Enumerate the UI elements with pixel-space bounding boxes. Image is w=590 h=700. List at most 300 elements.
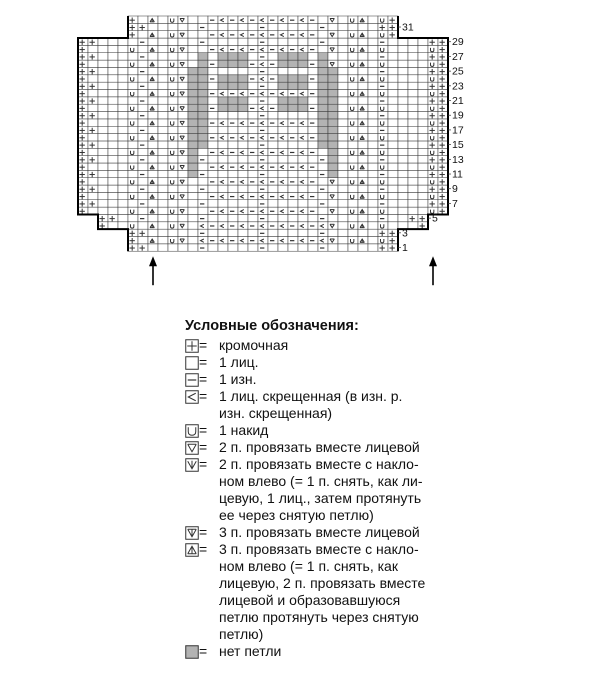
chart-cell	[98, 97, 108, 104]
chart-cell	[198, 148, 208, 155]
chart-cell	[288, 185, 298, 192]
chart-cell	[168, 67, 178, 74]
legend-equals: =	[199, 524, 208, 540]
chart-cell	[198, 222, 208, 229]
purl-symbol-icon	[185, 373, 199, 387]
chart-cell	[318, 90, 328, 97]
chart-cell	[398, 200, 408, 207]
chart-cell	[358, 214, 368, 221]
chart-cell	[158, 222, 168, 229]
chart-cell	[198, 75, 208, 82]
chart-cell	[228, 244, 238, 251]
chart-cell	[338, 244, 348, 251]
chart-cell	[278, 170, 288, 177]
chart-cell	[408, 185, 418, 192]
chart-cell	[388, 67, 398, 74]
chart-cell	[98, 53, 108, 60]
start-arrow-left	[149, 256, 157, 285]
chart-cell	[108, 200, 118, 207]
chart-cell	[288, 60, 298, 67]
nostitch-symbol-icon	[185, 645, 199, 659]
chart-cell	[98, 134, 108, 141]
chart-cell	[188, 82, 198, 89]
chart-cell	[258, 60, 268, 67]
chart-cell	[338, 60, 348, 67]
chart-cell	[328, 67, 338, 74]
chart-cell	[258, 75, 268, 82]
chart-cell	[288, 141, 298, 148]
chart-cell	[158, 148, 168, 155]
chart-cell	[218, 141, 228, 148]
chart-cell	[308, 214, 318, 221]
chart-cell	[148, 244, 158, 251]
legend-item-text: кромочная	[219, 337, 289, 353]
chart-cell	[138, 119, 148, 126]
chart-cell	[158, 90, 168, 97]
chart-cell	[358, 229, 368, 236]
chart-cell	[198, 163, 208, 170]
chart-cell	[188, 214, 198, 221]
chart-cell	[368, 90, 378, 97]
chart-cell	[388, 207, 398, 214]
chart-cell	[98, 90, 108, 97]
chart-cell	[238, 185, 248, 192]
legend-item-text: 3 п. провязать вместе лицевой	[219, 524, 420, 540]
chart-cell	[148, 200, 158, 207]
chart-cell	[188, 148, 198, 155]
chart-cell	[288, 126, 298, 133]
chart-cell	[198, 207, 208, 214]
chart-cell	[358, 170, 368, 177]
legend-equals: =	[199, 456, 208, 472]
chart-cell	[148, 156, 158, 163]
chart-cell	[408, 45, 418, 52]
chart-cell	[298, 75, 308, 82]
chart-cell	[108, 148, 118, 155]
chart-cell	[318, 178, 328, 185]
chart-cell	[138, 222, 148, 229]
chart-cell	[238, 237, 248, 244]
chart-cell	[288, 75, 298, 82]
chart-cell	[338, 53, 348, 60]
chart-cell	[318, 16, 328, 23]
chart-cell	[98, 75, 108, 82]
chart-cell	[328, 90, 338, 97]
chart-cell	[368, 141, 378, 148]
chart-cell	[188, 141, 198, 148]
chart-cell	[128, 185, 138, 192]
chart-cell	[128, 38, 138, 45]
chart-cell	[278, 31, 288, 38]
legend-item-edge	[185, 337, 485, 354]
chart-cell	[108, 38, 118, 45]
chart-cell	[98, 192, 108, 199]
chart-cell	[208, 126, 218, 133]
chart-cell	[178, 97, 188, 104]
chart-cell	[318, 67, 328, 74]
chart-cell	[328, 75, 338, 82]
chart-cell	[368, 60, 378, 67]
chart-cell	[248, 141, 258, 148]
chart-cell	[158, 170, 168, 177]
chart-cell	[98, 38, 108, 45]
chart-cell	[338, 38, 348, 45]
chart-cell	[128, 67, 138, 74]
chart-cell	[238, 104, 248, 111]
chart-cell	[288, 156, 298, 163]
chart-cell	[148, 126, 158, 133]
chart-cell	[398, 156, 408, 163]
chart-cell	[328, 119, 338, 126]
chart-cell	[188, 134, 198, 141]
chart-cell	[198, 67, 208, 74]
chart-cell	[388, 163, 398, 170]
chart-cell	[178, 185, 188, 192]
chart-cell	[218, 104, 228, 111]
chart-cell	[368, 38, 378, 45]
chart-cell	[258, 163, 268, 170]
chart-cell	[418, 156, 428, 163]
chart-cell	[308, 112, 318, 119]
chart-cell	[98, 112, 108, 119]
chart-cell	[228, 200, 238, 207]
chart-cell	[318, 207, 328, 214]
chart-cell	[238, 67, 248, 74]
chart-cell	[158, 237, 168, 244]
chart-cell	[278, 214, 288, 221]
chart-cell	[348, 229, 358, 236]
chart-cell	[118, 119, 128, 126]
chart-cell	[398, 112, 408, 119]
chart-cell	[108, 45, 118, 52]
chart-cell	[298, 148, 308, 155]
chart-cell	[198, 31, 208, 38]
chart-cell	[158, 163, 168, 170]
chart-cell	[218, 112, 228, 119]
chart-cell	[218, 90, 228, 97]
chart-cell	[438, 97, 448, 104]
chart-cell	[418, 104, 428, 111]
row-number: 25	[452, 65, 464, 78]
chart-cell	[278, 67, 288, 74]
chart-cell	[228, 156, 238, 163]
chart-cell	[278, 192, 288, 199]
chart-cell	[108, 163, 118, 170]
twisted-symbol-icon	[185, 390, 199, 404]
chart-cell	[408, 119, 418, 126]
chart-cell	[368, 192, 378, 199]
chart-cell	[188, 126, 198, 133]
chart-cell	[278, 200, 288, 207]
chart-cell	[298, 82, 308, 89]
chart-cell	[248, 112, 258, 119]
chart-cell	[208, 23, 218, 30]
chart-cell	[318, 53, 328, 60]
chart-cell	[348, 170, 358, 177]
chart-cell	[358, 67, 368, 74]
chart-cell	[418, 207, 428, 214]
chart-cell	[368, 82, 378, 89]
chart-cell	[338, 75, 348, 82]
chart-cell	[408, 156, 418, 163]
chart-cell	[418, 60, 428, 67]
chart-cell	[248, 67, 258, 74]
chart-cell	[338, 192, 348, 199]
chart-cell	[188, 156, 198, 163]
chart-cell	[388, 75, 398, 82]
chart-cell	[408, 163, 418, 170]
chart-cell	[88, 192, 98, 199]
chart-cell	[308, 156, 318, 163]
chart-cell	[298, 53, 308, 60]
chart-cell	[368, 104, 378, 111]
chart-cell	[188, 90, 198, 97]
chart-cell	[188, 163, 198, 170]
chart-cell	[148, 141, 158, 148]
chart-cell	[278, 163, 288, 170]
chart-cell	[318, 31, 328, 38]
chart-cell	[368, 45, 378, 52]
chart-cell	[258, 104, 268, 111]
chart-cell	[388, 185, 398, 192]
chart-cell	[138, 237, 148, 244]
chart-cell	[368, 134, 378, 141]
chart-cell	[158, 38, 168, 45]
chart-cell	[238, 75, 248, 82]
legend-item-knit	[185, 354, 485, 371]
legend-equals: =	[199, 388, 208, 404]
chart-cell	[328, 148, 338, 155]
chart-cell	[368, 200, 378, 207]
chart-cell	[398, 75, 408, 82]
chart-cell	[338, 178, 348, 185]
chart-cell	[118, 148, 128, 155]
chart-cell	[368, 207, 378, 214]
chart-cell	[358, 200, 368, 207]
chart-cell	[98, 104, 108, 111]
chart-cell	[148, 53, 158, 60]
chart-cell	[328, 82, 338, 89]
chart-cell	[208, 214, 218, 221]
chart-cell	[328, 156, 338, 163]
chart-cell	[278, 60, 288, 67]
chart-cell	[228, 67, 238, 74]
chart-cell	[338, 237, 348, 244]
chart-cell	[108, 178, 118, 185]
chart-cell	[338, 45, 348, 52]
chart-cell	[188, 23, 198, 30]
chart-cell	[178, 244, 188, 251]
chart-cell	[408, 222, 418, 229]
chart-cell	[118, 38, 128, 45]
chart-cell	[128, 170, 138, 177]
chart-cell	[408, 207, 418, 214]
chart-cell	[268, 126, 278, 133]
chart-cell	[118, 214, 128, 221]
chart-cell	[408, 141, 418, 148]
chart-cell	[418, 163, 428, 170]
chart-cell	[278, 156, 288, 163]
chart-cell	[158, 82, 168, 89]
chart-cell	[368, 185, 378, 192]
chart-cell	[78, 97, 88, 104]
chart-cell	[298, 229, 308, 236]
chart-cell	[238, 192, 248, 199]
chart-cell	[178, 82, 188, 89]
chart-cell	[138, 75, 148, 82]
chart-cell	[348, 200, 358, 207]
chart-cell	[238, 156, 248, 163]
chart-cell	[368, 148, 378, 155]
chart-cell	[178, 38, 188, 45]
chart-cell	[298, 60, 308, 67]
chart-cell	[358, 141, 368, 148]
chart-cell	[268, 170, 278, 177]
chart-cell	[148, 82, 158, 89]
chart-cell	[218, 53, 228, 60]
chart-cell	[108, 192, 118, 199]
chart-cell	[308, 23, 318, 30]
chart-cell	[98, 119, 108, 126]
chart-cell	[328, 134, 338, 141]
chart-cell	[108, 170, 118, 177]
chart-cell	[168, 97, 178, 104]
chart-cell	[138, 134, 148, 141]
chart-cell	[418, 200, 428, 207]
chart-cell	[148, 229, 158, 236]
chart-cell	[278, 112, 288, 119]
chart-cell	[338, 141, 348, 148]
chart-cell	[268, 156, 278, 163]
chart-cell	[408, 200, 418, 207]
chart-cell	[298, 200, 308, 207]
chart-cell	[188, 229, 198, 236]
chart-cell	[188, 222, 198, 229]
chart-cell	[208, 200, 218, 207]
chart-cell	[288, 97, 298, 104]
chart-cell	[288, 67, 298, 74]
chart-cell	[348, 126, 358, 133]
chart-cell	[318, 163, 328, 170]
chart-cell	[298, 185, 308, 192]
legend-item-k3tog	[185, 524, 485, 541]
chart-cell	[268, 67, 278, 74]
chart-cell	[98, 207, 108, 214]
chart-cell	[218, 178, 228, 185]
chart-cell	[138, 60, 148, 67]
row-number: 19	[452, 109, 464, 122]
chart-cell	[358, 244, 368, 251]
chart-cell	[258, 207, 268, 214]
chart-cell	[238, 60, 248, 67]
chart-cell	[368, 16, 378, 23]
chart-cell	[248, 229, 258, 236]
chart-cell	[238, 38, 248, 45]
chart-cell	[128, 214, 138, 221]
legend-item-text: 3 п. провязать вместе с накло- ном влево (= 1 п. снять, как лицевую, 2 п. провязать вместе лицевой и образовавшуюся петлю протянуть через снятую петлю)	[219, 541, 426, 642]
chart-cell	[218, 126, 228, 133]
chart-cell	[338, 156, 348, 163]
chart-cell	[348, 23, 358, 30]
chart-cell	[138, 148, 148, 155]
chart-cell	[318, 134, 328, 141]
chart-cell	[168, 229, 178, 236]
chart-cell	[158, 134, 168, 141]
chart-cell	[198, 45, 208, 52]
chart-cell	[408, 90, 418, 97]
chart-cell	[258, 237, 268, 244]
chart-cell	[178, 53, 188, 60]
chart-cell	[288, 214, 298, 221]
chart-cell	[278, 75, 288, 82]
chart-cell	[218, 67, 228, 74]
chart-cell	[388, 112, 398, 119]
chart-cell	[198, 134, 208, 141]
chart-cell	[158, 119, 168, 126]
chart-cell	[368, 23, 378, 30]
chart-cell	[278, 119, 288, 126]
row-number: 31	[402, 21, 414, 34]
chart-cell	[168, 38, 178, 45]
chart-cell	[278, 244, 288, 251]
legend-item-twisted	[185, 388, 485, 422]
chart-cell	[248, 170, 258, 177]
legend-title: Условные обозначения:	[185, 318, 359, 334]
chart-cell	[308, 126, 318, 133]
chart-cell	[158, 244, 168, 251]
chart-cell	[388, 222, 398, 229]
chart-cell	[238, 244, 248, 251]
chart-cell	[188, 185, 198, 192]
chart-cell	[328, 53, 338, 60]
chart-cell	[328, 163, 338, 170]
chart-cell	[368, 75, 378, 82]
chart-cell	[178, 141, 188, 148]
chart-cell	[338, 222, 348, 229]
chart-cell	[198, 141, 208, 148]
chart-cell	[328, 141, 338, 148]
chart-cell	[188, 244, 198, 251]
chart-cell	[168, 244, 178, 251]
chart-cell	[128, 53, 138, 60]
chart-cell	[388, 170, 398, 177]
chart-cell	[208, 67, 218, 74]
chart-cell	[318, 112, 328, 119]
chart-cell	[418, 126, 428, 133]
chart-cell	[288, 112, 298, 119]
chart-cell	[138, 207, 148, 214]
chart-cell	[178, 23, 188, 30]
chart-cell	[108, 97, 118, 104]
chart-cell	[208, 97, 218, 104]
chart-cell	[398, 104, 408, 111]
chart-cell	[318, 104, 328, 111]
chart-cell	[388, 200, 398, 207]
chart-cell	[278, 141, 288, 148]
chart-cell	[238, 178, 248, 185]
row-number: 15	[452, 139, 464, 152]
chart-cell	[408, 97, 418, 104]
chart-cell	[248, 82, 258, 89]
chart-cell	[208, 244, 218, 251]
chart-cell	[298, 126, 308, 133]
chart-cell	[208, 141, 218, 148]
chart-cell	[158, 60, 168, 67]
chart-cell	[98, 141, 108, 148]
chart-cell	[258, 90, 268, 97]
chart-cell	[198, 60, 208, 67]
sk2p-symbol-icon	[185, 543, 199, 557]
